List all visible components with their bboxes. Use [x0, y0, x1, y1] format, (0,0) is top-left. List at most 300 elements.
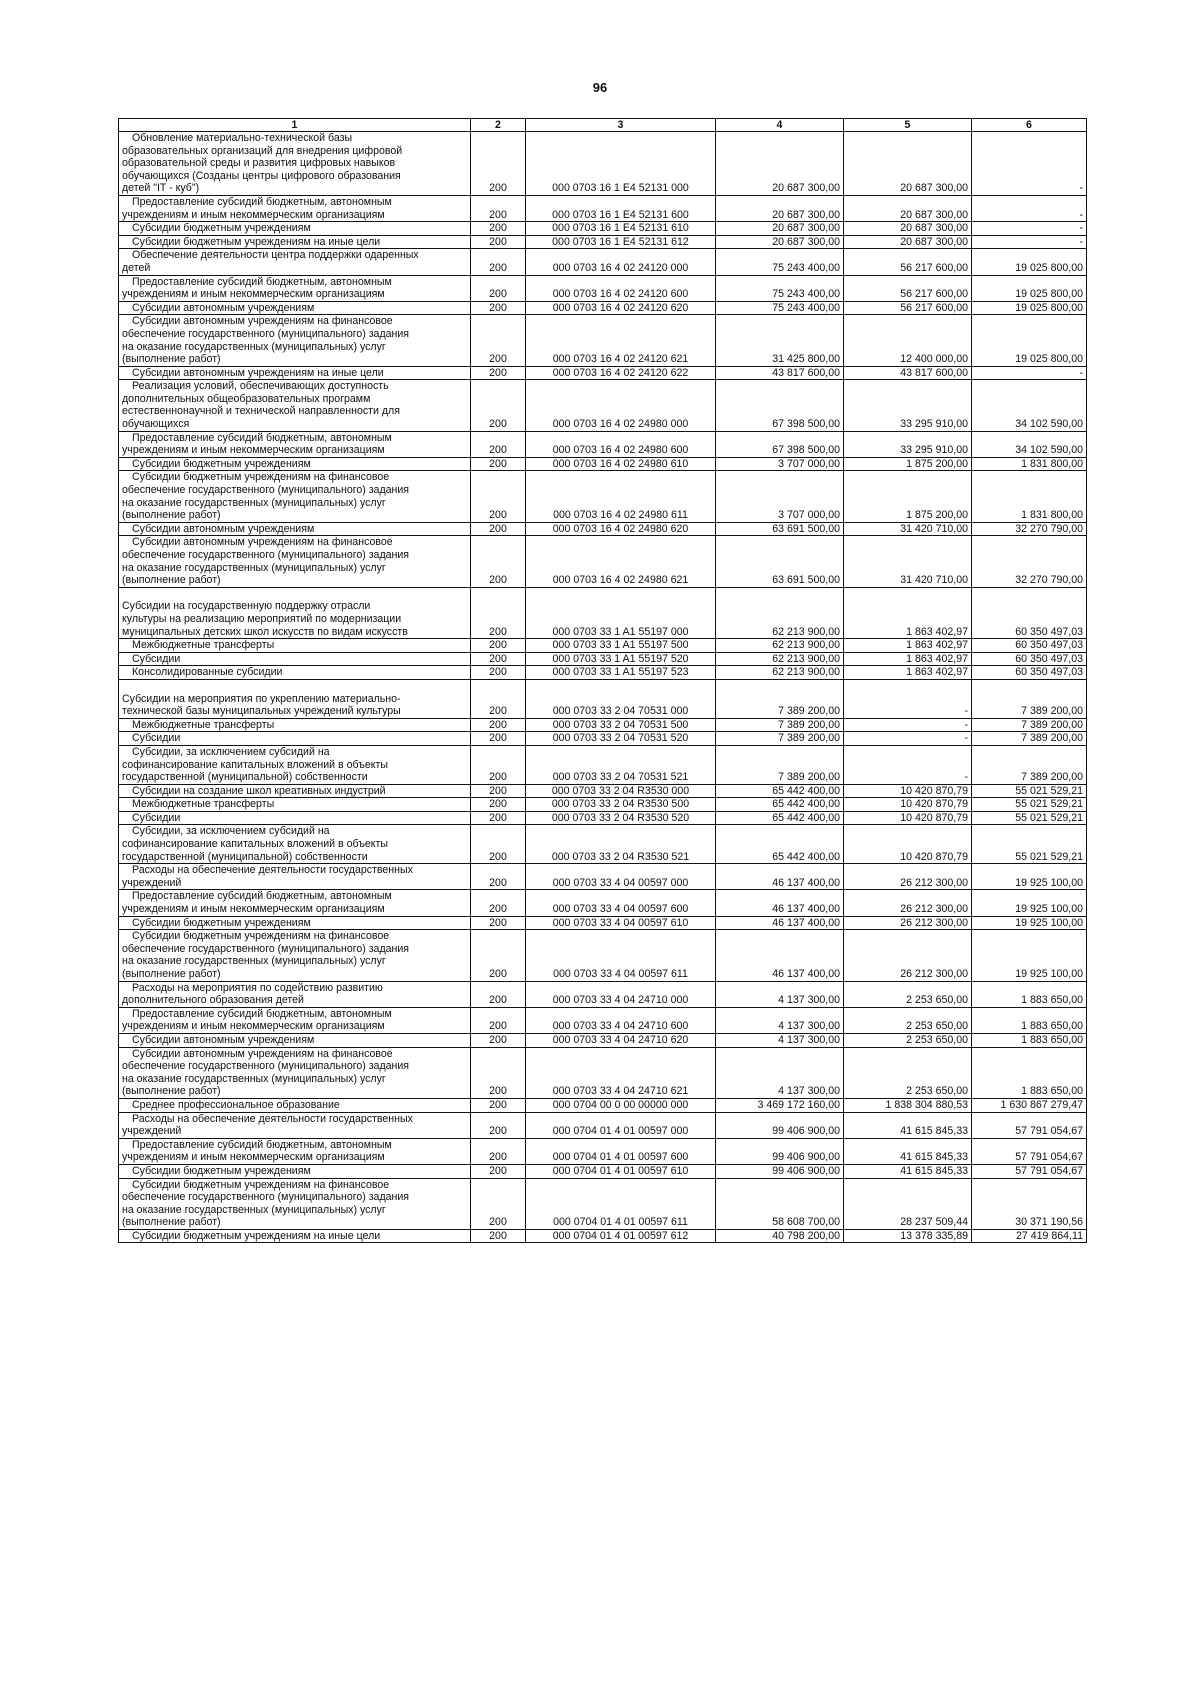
table-row	[119, 249, 1087, 275]
row-name-line: на оказание государственных (муниципальных) услуг	[122, 561, 386, 574]
row-name-line: (выполнение работ)	[122, 353, 221, 366]
row-value-col5: -	[844, 732, 972, 746]
row-value-col6: 1 883 650,00	[972, 1047, 1087, 1098]
row-value-col5: 56 217 600,00	[844, 275, 972, 301]
row-value-col6: 19 925 100,00	[972, 864, 1087, 890]
row-value-col4: 99 406 900,00	[716, 1164, 844, 1178]
header-col-3: 3	[526, 119, 716, 132]
row-name-line: Субсидии, за исключением субсидий на	[132, 745, 330, 758]
row-name-line: Субсидии бюджетным учреждениям на финансовое	[132, 930, 390, 943]
row-name-line: обеспечение государственного (муниципального) задания	[122, 1191, 410, 1204]
row-classification-code: 000 0703 16 4 02 24120 621	[526, 315, 716, 366]
row-value-col5: 33 295 910,00	[844, 380, 972, 431]
row-name-line: образовательных организаций для внедрения цифровой	[122, 144, 403, 157]
row-name-line: Субсидии	[132, 811, 181, 824]
row-name	[119, 457, 471, 471]
row-value-col6: 60 350 497,03	[972, 639, 1087, 653]
row-name-line: (выполнение работ)	[122, 1085, 221, 1098]
row-value-col6: 32 270 790,00	[972, 536, 1087, 587]
row-name	[119, 587, 471, 638]
table-row	[119, 745, 1087, 784]
row-classification-code: 000 0703 33 4 04 24710 620	[526, 1033, 716, 1047]
row-name-line: обучающихся	[122, 418, 190, 431]
table-row	[119, 457, 1087, 471]
row-value-col6: 19 025 800,00	[972, 275, 1087, 301]
row-name	[119, 235, 471, 249]
row-value-col4: 3 469 172 160,00	[716, 1098, 844, 1112]
row-value-col4: 99 406 900,00	[716, 1112, 844, 1138]
row-value-col5: -	[844, 745, 972, 784]
table-row	[119, 380, 1087, 431]
row-name-line: обеспечение государственного (муниципального) задания	[122, 942, 410, 955]
table-row	[119, 1098, 1087, 1112]
row-value-col6: 55 021 529,21	[972, 825, 1087, 864]
row-name	[119, 732, 471, 746]
row-value-col4: 40 798 200,00	[716, 1229, 844, 1243]
table-row	[119, 666, 1087, 680]
row-classification-code: 000 0704 01 4 01 00597 612	[526, 1229, 716, 1243]
row-name-line: (выполнение работ)	[122, 1216, 221, 1229]
table-header	[119, 119, 1087, 132]
row-code: 200	[471, 315, 526, 366]
row-value-col4: 65 442 400,00	[716, 811, 844, 825]
row-name	[119, 666, 471, 680]
row-value-col6: 19 925 100,00	[972, 890, 1087, 916]
row-code: 200	[471, 366, 526, 380]
page-number: 96	[592, 80, 608, 95]
row-code: 200	[471, 431, 526, 457]
row-classification-code: 000 0704 00 0 00 00000 000	[526, 1098, 716, 1112]
row-name-line	[122, 588, 135, 600]
row-name-line: Консолидированные субсидии	[132, 666, 283, 679]
row-name-line: Субсидии автономным учреждениям на финансовое	[132, 536, 393, 549]
row-name-line: Субсидии бюджетным учреждениям на финансовое	[132, 1178, 390, 1191]
row-name-line: дополнительных общеобразовательных программ	[122, 392, 371, 405]
row-name	[119, 745, 471, 784]
row-value-col5: 10 420 870,79	[844, 811, 972, 825]
table-row	[119, 1229, 1087, 1243]
row-name	[119, 916, 471, 930]
row-value-col6: 19 025 800,00	[972, 301, 1087, 315]
row-name-line: учреждений	[122, 876, 182, 889]
table-row	[119, 522, 1087, 536]
row-value-col4: 4 137 300,00	[716, 981, 844, 1007]
row-name-line: Субсидии автономным учреждениям	[132, 522, 315, 535]
row-code: 200	[471, 864, 526, 890]
row-value-col6: 7 389 200,00	[972, 745, 1087, 784]
row-value-col5: 13 378 335,89	[844, 1229, 972, 1243]
row-name-line: обеспечение государственного (муниципального) задания	[122, 1060, 410, 1073]
row-value-col6: 57 791 054,67	[972, 1112, 1087, 1138]
header-col-1: 1	[119, 119, 471, 132]
row-code: 200	[471, 1098, 526, 1112]
row-value-col4: 3 707 000,00	[716, 471, 844, 522]
row-classification-code: 000 0703 16 4 02 24980 621	[526, 536, 716, 587]
row-name-line: Расходы на обеспечение деятельности государственных	[132, 1112, 413, 1125]
row-name-line: Субсидии автономным учреждениям на финансовое	[132, 315, 393, 328]
row-name-line: на оказание государственных (муниципальных) услуг	[122, 955, 386, 968]
row-value-col5: -	[844, 679, 972, 718]
row-code: 200	[471, 784, 526, 798]
row-classification-code: 000 0703 33 4 04 00597 610	[526, 916, 716, 930]
row-classification-code: 000 0704 01 4 01 00597 610	[526, 1164, 716, 1178]
row-value-col4: 75 243 400,00	[716, 301, 844, 315]
row-code: 200	[471, 522, 526, 536]
row-code: 200	[471, 536, 526, 587]
row-classification-code: 000 0703 33 2 04 R3530 000	[526, 784, 716, 798]
row-name-line: Субсидии бюджетным учреждениям	[132, 457, 311, 470]
row-name	[119, 679, 471, 718]
row-name-line: Субсидии на создание школ креативных индустрий	[132, 784, 386, 797]
row-name-line: Расходы на мероприятия по содействию развитию	[132, 981, 383, 994]
row-name-line: культуры на реализацию мероприятий по модернизации	[122, 612, 402, 625]
row-value-col4: 4 137 300,00	[716, 1033, 844, 1047]
row-value-col4: 46 137 400,00	[716, 916, 844, 930]
row-value-col6: 7 389 200,00	[972, 718, 1087, 732]
header-col-6: 6	[972, 119, 1087, 132]
table-row	[119, 536, 1087, 587]
row-value-col4: 62 213 900,00	[716, 652, 844, 666]
table-row	[119, 784, 1087, 798]
row-value-col6: 19 025 800,00	[972, 315, 1087, 366]
row-name	[119, 315, 471, 366]
row-value-col4: 7 389 200,00	[716, 745, 844, 784]
row-value-col4: 46 137 400,00	[716, 890, 844, 916]
row-value-col5: 20 687 300,00	[844, 222, 972, 236]
row-value-col5: -	[844, 718, 972, 732]
row-value-col6: -	[972, 132, 1087, 196]
row-classification-code: 000 0703 33 2 04 70531 500	[526, 718, 716, 732]
row-value-col5: 2 253 650,00	[844, 1007, 972, 1033]
row-value-col5: 33 295 910,00	[844, 431, 972, 457]
row-classification-code: 000 0703 33 4 04 00597 600	[526, 890, 716, 916]
row-name	[119, 1178, 471, 1229]
row-value-col4: 43 817 600,00	[716, 366, 844, 380]
table-row	[119, 132, 1087, 196]
table-row	[119, 652, 1087, 666]
row-name-line: Субсидии бюджетным учреждениям	[132, 1164, 311, 1177]
row-value-col4: 20 687 300,00	[716, 222, 844, 236]
row-value-col6: 27 419 864,11	[972, 1229, 1087, 1243]
row-classification-code: 000 0703 33 4 04 24710 000	[526, 981, 716, 1007]
row-code: 200	[471, 301, 526, 315]
row-code: 200	[471, 1112, 526, 1138]
row-value-col6: 55 021 529,21	[972, 784, 1087, 798]
row-value-col5: 26 212 300,00	[844, 930, 972, 981]
row-name-line: Обеспечение деятельности центра поддержки одаренных	[132, 249, 419, 262]
row-code: 200	[471, 222, 526, 236]
row-name-line: обеспечение государственного (муниципального) задания	[122, 327, 410, 340]
row-value-col6: 1 883 650,00	[972, 981, 1087, 1007]
table-row	[119, 930, 1087, 981]
row-value-col6: 1 630 867 279,47	[972, 1098, 1087, 1112]
row-name	[119, 366, 471, 380]
row-classification-code: 000 0703 16 4 02 24980 000	[526, 380, 716, 431]
row-value-col4: 46 137 400,00	[716, 864, 844, 890]
row-name	[119, 1138, 471, 1164]
row-name	[119, 222, 471, 236]
row-value-col4: 31 425 800,00	[716, 315, 844, 366]
row-code: 200	[471, 811, 526, 825]
row-code: 200	[471, 916, 526, 930]
row-value-col6: 1 831 800,00	[972, 471, 1087, 522]
row-code: 200	[471, 745, 526, 784]
row-classification-code: 000 0703 33 2 04 R3530 500	[526, 798, 716, 812]
table-row	[119, 981, 1087, 1007]
row-name-line: муниципальных детских школ искусств по видам искусств	[122, 625, 408, 638]
row-name	[119, 1007, 471, 1033]
row-value-col5: 1 875 200,00	[844, 457, 972, 471]
row-name-line: обеспечение государственного (муниципального) задания	[122, 484, 410, 497]
row-name	[119, 1098, 471, 1112]
row-value-col4: 63 691 500,00	[716, 522, 844, 536]
row-name-line: Субсидии	[132, 732, 181, 745]
table-row	[119, 431, 1087, 457]
row-name-line: технической базы муниципальных учреждений культуры	[122, 705, 401, 718]
row-classification-code: 000 0704 01 4 01 00597 000	[526, 1112, 716, 1138]
row-value-col4: 20 687 300,00	[716, 195, 844, 221]
row-value-col6: 1 831 800,00	[972, 457, 1087, 471]
row-value-col6: 60 350 497,03	[972, 666, 1087, 680]
row-value-col5: 31 420 710,00	[844, 536, 972, 587]
row-code: 200	[471, 195, 526, 221]
row-value-col5: 56 217 600,00	[844, 249, 972, 275]
row-name-line: учреждениям и иным некоммерческим организациям	[122, 1151, 385, 1164]
row-value-col5: 20 687 300,00	[844, 235, 972, 249]
row-value-col4: 7 389 200,00	[716, 679, 844, 718]
row-classification-code: 000 0703 16 4 02 24980 600	[526, 431, 716, 457]
header-col-2: 2	[471, 119, 526, 132]
row-name-line: учреждениям и иным некоммерческим организациям	[122, 1020, 385, 1033]
row-classification-code: 000 0703 16 1 E4 52131 612	[526, 235, 716, 249]
row-value-col5: 56 217 600,00	[844, 301, 972, 315]
row-code: 200	[471, 718, 526, 732]
row-value-col5: 43 817 600,00	[844, 366, 972, 380]
row-value-col4: 20 687 300,00	[716, 132, 844, 196]
row-value-col6: 55 021 529,21	[972, 811, 1087, 825]
row-value-col5: 31 420 710,00	[844, 522, 972, 536]
row-value-col6: 60 350 497,03	[972, 652, 1087, 666]
row-name-line: детей	[122, 261, 151, 274]
table-row	[119, 916, 1087, 930]
row-name-line: Межбюджетные трансферты	[132, 639, 275, 652]
row-value-col5: 1 863 402,97	[844, 587, 972, 638]
row-code: 200	[471, 798, 526, 812]
row-classification-code: 000 0703 33 4 04 24710 621	[526, 1047, 716, 1098]
row-name	[119, 930, 471, 981]
table-row	[119, 1178, 1087, 1229]
row-code: 200	[471, 380, 526, 431]
row-value-col5: 28 237 509,44	[844, 1178, 972, 1229]
row-value-col5: 2 253 650,00	[844, 1033, 972, 1047]
row-name	[119, 811, 471, 825]
row-name	[119, 652, 471, 666]
row-code: 200	[471, 457, 526, 471]
row-name-line: Субсидии автономным учреждениям	[132, 1033, 315, 1046]
table-row	[119, 798, 1087, 812]
row-value-col4: 65 442 400,00	[716, 825, 844, 864]
row-name	[119, 784, 471, 798]
row-value-col5: 10 420 870,79	[844, 798, 972, 812]
table-row	[119, 679, 1087, 718]
row-code: 200	[471, 471, 526, 522]
row-value-col4: 67 398 500,00	[716, 380, 844, 431]
row-classification-code: 000 0703 33 2 04 R3530 520	[526, 811, 716, 825]
row-name	[119, 132, 471, 196]
row-value-col4: 46 137 400,00	[716, 930, 844, 981]
row-code: 200	[471, 981, 526, 1007]
row-code: 200	[471, 1138, 526, 1164]
row-name-line: учреждениям и иным некоммерческим организациям	[122, 903, 385, 916]
row-name	[119, 1229, 471, 1243]
table-row	[119, 235, 1087, 249]
row-code: 200	[471, 1229, 526, 1243]
row-name	[119, 275, 471, 301]
table-row	[119, 1164, 1087, 1178]
row-value-col5: 10 420 870,79	[844, 825, 972, 864]
row-name	[119, 1112, 471, 1138]
header-row	[119, 119, 1087, 132]
row-value-col6: -	[972, 366, 1087, 380]
row-value-col4: 20 687 300,00	[716, 235, 844, 249]
row-classification-code: 000 0703 33 4 04 00597 611	[526, 930, 716, 981]
row-name-line: учреждениям и иным некоммерческим организациям	[122, 208, 385, 221]
row-name	[119, 1047, 471, 1098]
row-value-col6: 1 883 650,00	[972, 1033, 1087, 1047]
table-row	[119, 222, 1087, 236]
row-value-col4: 62 213 900,00	[716, 666, 844, 680]
table-row	[119, 195, 1087, 221]
row-value-col4: 65 442 400,00	[716, 784, 844, 798]
table-row	[119, 1112, 1087, 1138]
table-row	[119, 732, 1087, 746]
row-value-col6: 7 389 200,00	[972, 679, 1087, 718]
row-name	[119, 981, 471, 1007]
table-row	[119, 864, 1087, 890]
row-value-col5: 26 212 300,00	[844, 864, 972, 890]
row-value-col4: 62 213 900,00	[716, 639, 844, 653]
row-code: 200	[471, 652, 526, 666]
row-name	[119, 798, 471, 812]
row-value-col6: 7 389 200,00	[972, 732, 1087, 746]
row-name-line: софинансирование капитальных вложений в объекты	[122, 758, 388, 771]
row-name	[119, 522, 471, 536]
row-classification-code: 000 0703 33 4 04 24710 600	[526, 1007, 716, 1033]
row-name	[119, 1164, 471, 1178]
row-name-line: на оказание государственных (муниципальных) услуг	[122, 496, 386, 509]
row-value-col5: 41 615 845,33	[844, 1164, 972, 1178]
row-value-col5: 1 863 402,97	[844, 639, 972, 653]
row-name	[119, 249, 471, 275]
row-code: 200	[471, 1033, 526, 1047]
row-name-line: Предоставление субсидий бюджетным, автономным	[132, 1138, 392, 1151]
row-name-line: Субсидии автономным учреждениям	[132, 301, 315, 314]
row-classification-code: 000 0703 33 2 04 70531 000	[526, 679, 716, 718]
row-value-col5: 1 863 402,97	[844, 666, 972, 680]
row-name	[119, 195, 471, 221]
row-value-col6: 55 021 529,21	[972, 798, 1087, 812]
row-value-col4: 99 406 900,00	[716, 1138, 844, 1164]
row-value-col5: 20 687 300,00	[844, 195, 972, 221]
row-code: 200	[471, 639, 526, 653]
row-value-col6: 34 102 590,00	[972, 380, 1087, 431]
row-name-line: Субсидии бюджетным учреждениям на иные цели	[132, 1229, 381, 1242]
table-row	[119, 275, 1087, 301]
row-value-col6: -	[972, 195, 1087, 221]
row-code: 200	[471, 666, 526, 680]
row-name-line: Предоставление субсидий бюджетным, автономным	[132, 890, 392, 903]
row-value-col6: -	[972, 235, 1087, 249]
row-value-col6: -	[972, 222, 1087, 236]
row-code: 200	[471, 249, 526, 275]
row-code: 200	[471, 1178, 526, 1229]
row-name-line: Предоставление субсидий бюджетным, автономным	[132, 1007, 392, 1020]
row-value-col6: 60 350 497,03	[972, 587, 1087, 638]
row-name-line: Субсидии	[132, 652, 181, 665]
row-code: 200	[471, 732, 526, 746]
table-row	[119, 639, 1087, 653]
budget-table	[118, 118, 1087, 1243]
table-row	[119, 811, 1087, 825]
row-value-col5: 12 400 000,00	[844, 315, 972, 366]
table-row	[119, 1033, 1087, 1047]
row-value-col5: 10 420 870,79	[844, 784, 972, 798]
header-col-4: 4	[716, 119, 844, 132]
table-row	[119, 366, 1087, 380]
row-classification-code: 000 0703 33 2 04 R3530 521	[526, 825, 716, 864]
row-value-col6: 1 883 650,00	[972, 1007, 1087, 1033]
row-name-line: естественнонаучной и технической направленности для	[122, 405, 400, 418]
row-classification-code: 000 0703 33 4 04 00597 000	[526, 864, 716, 890]
table-row	[119, 471, 1087, 522]
row-name-line: Субсидии, за исключением субсидий на	[132, 825, 330, 838]
row-name-line: Субсидии бюджетным учреждениям на иные цели	[132, 235, 381, 248]
row-value-col6: 32 270 790,00	[972, 522, 1087, 536]
row-value-col5: 2 253 650,00	[844, 1047, 972, 1098]
row-value-col5: 1 838 304 880,53	[844, 1098, 972, 1112]
row-name-line: государственной (муниципальной) собственности	[122, 850, 368, 863]
row-classification-code: 000 0703 16 1 E4 52131 000	[526, 132, 716, 196]
row-value-col4: 4 137 300,00	[716, 1047, 844, 1098]
row-classification-code: 000 0703 16 4 02 24120 620	[526, 301, 716, 315]
row-name-line: дополнительного образования детей	[122, 994, 304, 1007]
row-name	[119, 431, 471, 457]
row-value-col4: 58 608 700,00	[716, 1178, 844, 1229]
table-row	[119, 890, 1087, 916]
row-value-col6: 19 925 100,00	[972, 916, 1087, 930]
row-name-line: софинансирование капитальных вложений в объекты	[122, 838, 388, 851]
row-value-col5: 26 212 300,00	[844, 916, 972, 930]
row-classification-code: 000 0703 33 2 04 70531 521	[526, 745, 716, 784]
row-name	[119, 1033, 471, 1047]
row-classification-code: 000 0703 16 4 02 24120 622	[526, 366, 716, 380]
row-value-col6: 57 791 054,67	[972, 1138, 1087, 1164]
row-code: 200	[471, 1164, 526, 1178]
table-row	[119, 301, 1087, 315]
table-body	[119, 132, 1087, 1243]
row-name-line: Предоставление субсидий бюджетным, автономным	[132, 195, 392, 208]
row-classification-code: 000 0704 01 4 01 00597 611	[526, 1178, 716, 1229]
row-classification-code: 000 0703 16 4 02 24120 600	[526, 275, 716, 301]
row-name-line: государственной (муниципальной) собственности	[122, 771, 368, 784]
row-value-col4: 75 243 400,00	[716, 275, 844, 301]
row-name-line: детей "IT - куб")	[122, 182, 200, 195]
row-name-line: Среднее профессиональное образование	[132, 1098, 340, 1111]
row-name-line: на оказание государственных (муниципальных) услуг	[122, 1203, 386, 1216]
row-name-line: образовательной среды и развития цифровых навыков	[122, 157, 396, 170]
row-value-col4: 67 398 500,00	[716, 431, 844, 457]
row-name-line: учреждениям и иным некоммерческим организациям	[122, 444, 385, 457]
